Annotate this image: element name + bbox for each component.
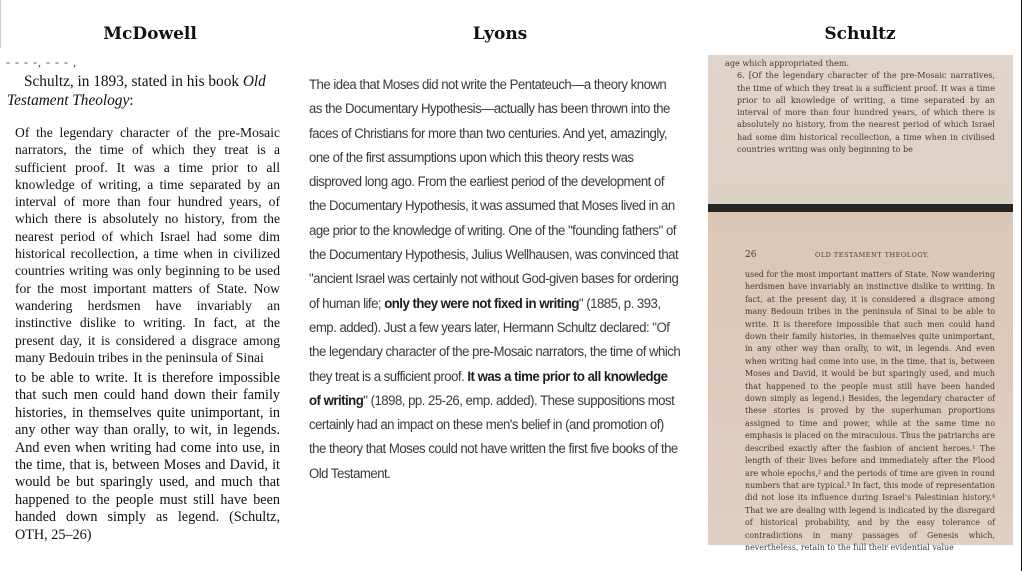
scan-top-paragraph: 6. [Of the legendary character of the pre-Mosaic narratives, the time of which they treat is a sufficient proof. It was a time prior to all knowledge of writing, a time separated by an interval of more than four hundred years, of which there is absolutely no history, from the nearest period of which Israel had some dim historical recollection, a time when in civilised countries writing was only beginning to be [737, 70, 995, 155]
scan-divider-bar [708, 204, 1013, 212]
cropped-line-fragment: - - - -, - - - , [6, 55, 77, 69]
mcdowell-intro [7, 72, 279, 110]
page-edge-divider [0, 0, 1, 48]
scan-top-line: age which appropriated them. [725, 58, 850, 68]
intro-tail: : [129, 92, 134, 109]
column-title-schultz: Schultz [824, 24, 896, 44]
schultz-scan-page-25 [708, 55, 1013, 204]
scan-top-text [725, 57, 995, 155]
lyons-text-1: The idea that Moses did not write the Pentateuch—a theory known as the Documentary Hypothesis—actually has been thrown into the faces of Christians for more than two centuries. And yet, amazingly, one of the first assumptions upon which this theory rests was disproved long ago. From the earliest period of the development of the Documentary Hypothesis, it was assumed that Moses lived in an age prior to the knowledge of writing. One of the "founding fathers" of the Documentary Hypothesis, Julius Wellhausen, was convinced that "ancient Israel was certainly not without God-given bases for ordering of human life; [309, 77, 679, 312]
lyons-excerpt [309, 73, 681, 486]
intro-lead: Schultz, in 1893, stated in his book [24, 73, 243, 90]
block-quote-part-1: Of the legendary character of the pre-Mosaic narrators, the time of which they treat is a sufficient proof. It was a time prior to all knowledge of writing, a time separated by an interval of more than four hundred years, of which there is absolutely no history, from the nearest period of which Israel had some dim historical recollection, a time when in civilized countries writing was only beginning to be used for the most important matters of State. Now wandering herdsmen have invariably an instinctive dislike to writing. In fact, at the present day, it is considered a disgrace among many Bedouin tribes in the peninsula of Sinai [15, 125, 280, 365]
book-title: Old Testament Theology [7, 73, 266, 109]
column-title-lyons: Lyons [472, 24, 528, 44]
column-title-mcdowell: McDowell [103, 24, 197, 44]
scan-bottom-text: used for the most important matters of State. Now wandering herdsmen have invariably an instinctive dislike to writing. In fact, at the present day, it is considered a disgrace among many Bedouin tribes in the peninsula of Sinai to be able to write. It is therefore impossible that such men could hand down their family histories, in themselves quite unimportant, in any other way than orally, to wit, in legends. And even when writing had come into use, in the time, that is, between Moses and David, it would be but sparingly used, and much that happened to the people must still have been handed down simply as legend.) Besides, the legendary character of these stories is proved by the superhuman proportions assigned to time and power, while at the same time no emphasis is placed on the miraculous. Thus the patriarchs are described exactly after the fashion of ancient heroes.¹ The length of their lives before and immediately after the Flood are whole epochs,² and the periods of time are given in round numbers that are typical.³ In fact, this mode of representation did not lose its influence during Israel's Palestinian history.⁴ That we are dealing with legend is indicated by the disregard of historical probability, and by the easy tolerance of contradictions in many passages of Genesis which, nevertheless, retain to the full their evidential value [745, 270, 995, 552]
lyons-text-3: " (1898, pp. 25-26, emp. added). These suppositions most certainly had an impact on these men's belief in (and promotion of) the theory that Moses could not have written the first five books of the Old Testament. [309, 392, 678, 482]
lyons-emphasis-2: It was a time prior to all knowledge of writing [309, 368, 668, 409]
block-quote-part-2: to be able to write. It is therefore impossible that such men could hand down their family histories, in themselves quite unimportant, in any other way than orally, to wit, in legends. And even when writing had come into use, in the time, that is, between Moses and David, it would be but sparingly used, and much that happened to the people must still have been handed down simply as legend. (Schultz, OTH, 25–26) [15, 370, 280, 543]
page-number: 26 [745, 250, 757, 260]
schultz-scan-page-26 [708, 212, 1013, 552]
lyons-text-2: " (1885, p. 393, emp. added). Just a few years later, Hermann Schultz declared: "Of the legendary character of the pre-Mosaic narrators, the time of which they treat is a sufficient proof. [309, 295, 681, 385]
lyons-emphasis-1: only they were not fixed in writing [384, 295, 579, 312]
page-right-edge [1021, 0, 1022, 571]
running-head: OLD TESTAMENT THEOLOGY. [815, 251, 930, 259]
